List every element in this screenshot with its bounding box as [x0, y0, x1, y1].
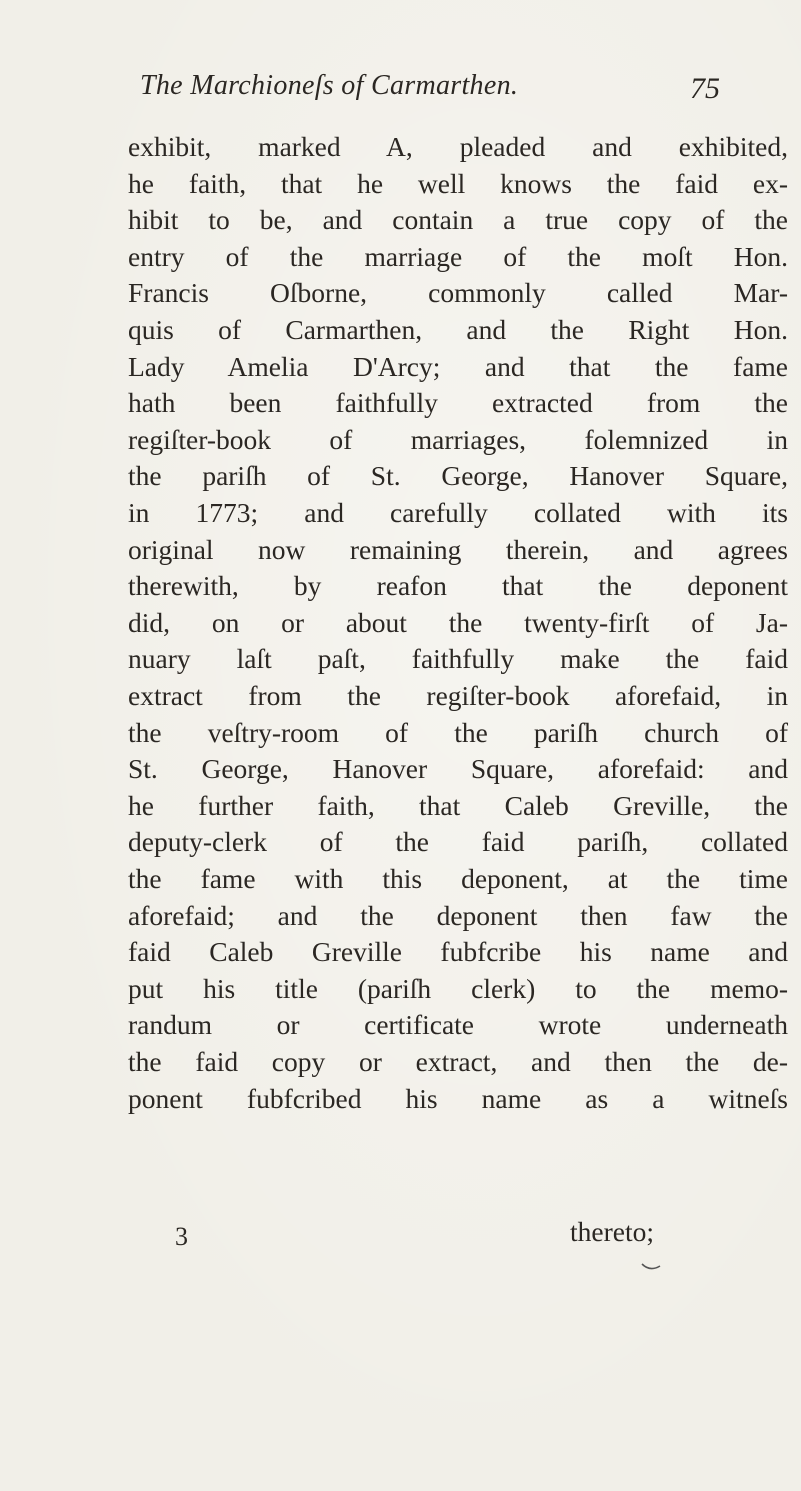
text-line: hath been faithfully extracted from the [128, 387, 788, 419]
text-line: extract from the regiſter-book aforefaid, in [128, 680, 788, 711]
running-head [140, 70, 780, 110]
text-line: exhibit, marked A, pleaded and exhibited, [128, 131, 788, 162]
text-line: therewith, by reafon that the deponent [128, 570, 788, 602]
text-line: he further faith, that Caleb Greville, the [128, 789, 788, 821]
text-line: Lady Amelia D'Arcy; and that the fame [128, 350, 788, 382]
text-line: he faith, that he well knows the faid ex- [128, 167, 788, 199]
text-line: original now remaining therein, and agrees [128, 533, 788, 565]
text-line: regiſter-book of marriages, folemnized in [128, 423, 788, 455]
text-line: put his title (pariſh clerk) to the memo- [128, 972, 788, 1004]
running-head-title: The Marchioneſs of Carmarthen. [140, 70, 519, 101]
text-line: in 1773; and carefully collated with its [128, 497, 788, 528]
text-line: ponent fubfcribed his name as a witneſs [128, 1082, 788, 1114]
text-line: aforefaid; and the deponent then faw the [128, 899, 788, 931]
text-line: the veſtry-room of the pariſh church of [128, 716, 788, 748]
text-line: Francis Oſborne, commonly called Mar- [128, 277, 788, 309]
page-number: 75 [690, 72, 720, 105]
text-line: the faid copy or extract, and then the de- [128, 1046, 788, 1077]
text-line: the pariſh of St. George, Hanover Square, [128, 460, 788, 492]
flourish-mark [640, 1260, 662, 1274]
text-line: did, on or about the twenty-firſt of Ja- [128, 606, 788, 638]
catchword: thereto; [570, 1216, 654, 1247]
text-line: nuary laſt paſt, faithfully make the faid [128, 643, 788, 675]
text-line: the fame with this deponent, at the time [128, 863, 788, 894]
signature-mark: 3 [175, 1222, 188, 1251]
text-line: St. George, Hanover Square, aforefaid: and [128, 753, 788, 785]
text-line: deputy-clerk of the faid pariſh, collated [128, 826, 788, 858]
text-line: randum or certificate wrote underneath [128, 1009, 788, 1041]
text-line: hibit to be, and contain a true copy of the [128, 204, 788, 236]
text-line: faid Caleb Greville fubfcribe his name and [128, 936, 788, 968]
text-line: entry of the marriage of the moſt Hon. [128, 240, 788, 272]
text-line: quis of Carmarthen, and the Right Hon. [128, 314, 788, 345]
